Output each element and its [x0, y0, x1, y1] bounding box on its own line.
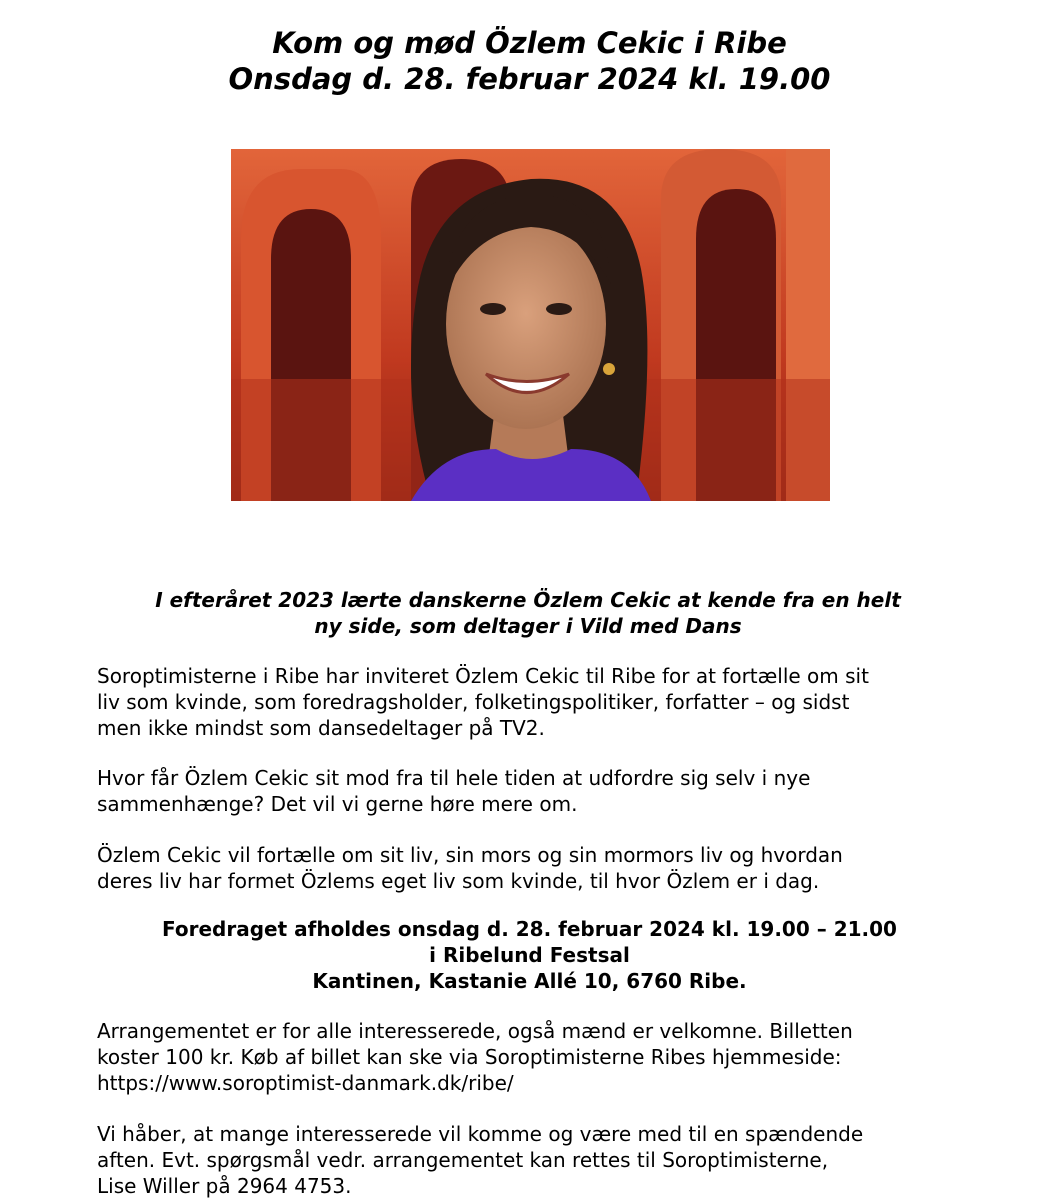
page-title: Kom og mød Özlem Cekic i Ribe — [272, 26, 787, 60]
paragraph-story: Özlem Cekic vil fortælle om sit liv, sin mors og sin mormors liv og hvordan deres liv har formet Özlems eget liv som kvinde, til hvor Özlem er i dag. — [97, 843, 843, 893]
portrait-photo-icon — [231, 149, 830, 501]
speaker-photo — [231, 149, 830, 501]
ticket-url: https://www.soroptimist-danmark.dk/ribe/ — [97, 1071, 514, 1095]
event-details: Foredraget afholdes onsdag d. 28. februar 2024 kl. 19.00 – 21.00 i Ribelund Festsal Kantinen, Kastanie Allé 10, 6760 Ribe. — [162, 917, 897, 993]
event-date-title: Onsdag d. 28. februar 2024 kl. 19.00 — [228, 62, 831, 96]
paragraph-closing: Vi håber, at mange interesserede vil komme og være med til en spændende aften. Evt. spørgsmål vedr. arrangementet kan rettes til Soroptimisterne, Lise Willer på 2964 4753. — [97, 1122, 864, 1198]
paragraph-question: Hvor får Özlem Cekic sit mod fra til hele tiden at udfordre sig selv i nye sammenhænge? Det vil vi gerne høre mere om. — [97, 766, 811, 816]
paragraph-tickets: Arrangementet er for alle interesserede, også mænd er velkomne. Billetten koster 100 kr. Køb af billet kan ske via Soroptimisterne Ribes hjemmeside: https://www.soroptimist-danmark.dk/ribe/ — [97, 1018, 957, 1096]
lead-text: I efteråret 2023 lærte danskerne Özlem Cekic at kende fra en helt ny side, som deltager i Vild med Dans — [155, 588, 901, 638]
paragraph-intro: Soroptimisterne i Ribe har inviteret Özlem Cekic til Ribe for at fortælle om sit liv som kvinde, som foredragsholder, folketingspolitiker, forfatter – og sidst men ikke mindst som dansedeltager på TV2. — [97, 664, 869, 740]
